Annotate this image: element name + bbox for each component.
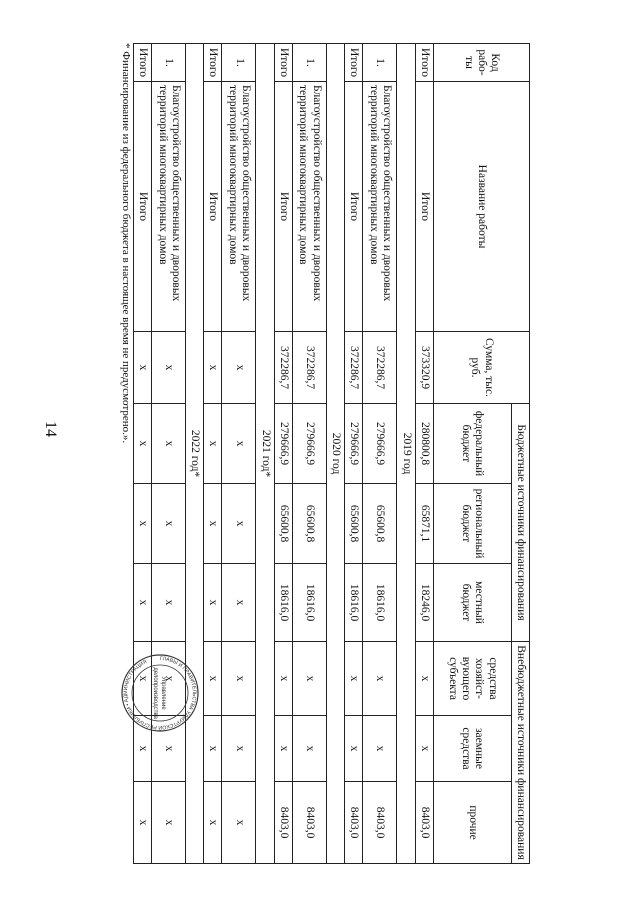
header-other: прочие [433,782,511,864]
cell-code: 1. [363,44,397,82]
cell-sum: x [152,332,186,404]
total-row [415,44,433,864]
cell-other: 8403,0 [345,782,363,864]
cell-sum: x [133,332,151,404]
cell-borrowed: x [363,716,397,782]
cell-entity: x [274,642,292,716]
cell-federal: 279666,9 [363,404,397,484]
header-name: Название работы [433,82,529,332]
cell-regional: x [204,484,222,564]
cell-name: Итого [133,82,151,332]
cell-entity: x [133,642,151,716]
cell-code: 1. [222,44,256,82]
work-row [222,44,256,864]
cell-borrowed: x [204,716,222,782]
cell-sum: 372286,7 [363,332,397,404]
year-row [397,44,415,864]
cell-name: Благоустройство общественных и дворовых территорий многоквартирных домов [363,82,397,332]
cell-other: 8403,0 [415,782,433,864]
cell-borrowed: x [133,716,151,782]
header-borrowed: заемные средства [433,716,511,782]
cell-sum: x [222,332,256,404]
header-federal: федеральный бюджет [433,404,511,484]
cell-other: x [222,782,256,864]
cell-entity: x [345,642,363,716]
year-label: 2019 год [397,44,415,864]
cell-local: x [152,564,186,642]
cell-name: Благоустройство общественных и дворовых территорий многоквартирных домов [222,82,256,332]
cell-name: Итого [415,82,433,332]
cell-local: 18616,0 [292,564,326,642]
total-row [133,44,151,864]
year-label: 2020 год [326,44,344,864]
cell-entity: x [363,642,397,716]
cell-sum: 372286,7 [292,332,326,404]
cell-other: 8403,0 [363,782,397,864]
cell-borrowed: x [292,716,326,782]
svg-text:делопроизводства: делопроизводства [152,667,158,719]
cell-entity: x [415,642,433,716]
cell-sum: 372286,7 [274,332,292,404]
year-row [256,44,274,864]
cell-local: 18616,0 [363,564,397,642]
cell-code: Итого [133,44,151,82]
header-local: местный бюджет [433,564,511,642]
cell-regional: 65871,1 [415,484,433,564]
cell-code: Итого [345,44,363,82]
cell-name: Благоустройство общественных и дворовых территорий многоквартирных домов [292,82,326,332]
year-label: 2022 год* [186,44,204,864]
work-row [152,44,186,864]
year-row [326,44,344,864]
cell-regional: x [133,484,151,564]
footnote: * Финансирование из федерального бюджета в настоящее время не предусмотрено.». [120,43,132,444]
total-row [274,44,292,864]
cell-local: x [222,564,256,642]
cell-borrowed: x [152,716,186,782]
header-extrabudget-group: Внебюджетные источники финансирования [511,642,529,864]
cell-name: Итого [274,82,292,332]
page-number: 14 [42,421,59,437]
cell-borrowed: x [274,716,292,782]
cell-code: Итого [204,44,222,82]
cell-borrowed: x [345,716,363,782]
header-code: Код рабо-ты [433,44,529,82]
cell-entity: x [292,642,326,716]
cell-name: Итого [345,82,363,332]
cell-entity: x [152,642,186,716]
cell-regional: 65600,8 [292,484,326,564]
work-row [292,44,326,864]
cell-federal: 280800,8 [415,404,433,484]
cell-code: 1. [292,44,326,82]
cell-borrowed: x [415,716,433,782]
official-stamp [120,653,200,733]
cell-federal: x [133,404,151,484]
cell-regional: 65600,8 [363,484,397,564]
cell-federal: x [222,404,256,484]
total-row [345,44,363,864]
header-entity: средства хозяйст-вующего субъекта [433,642,511,716]
cell-borrowed: x [222,716,256,782]
landscape-sheet [100,43,530,863]
cell-regional: x [152,484,186,564]
cell-other: x [204,782,222,864]
cell-federal: 279666,9 [345,404,363,484]
total-row [204,44,222,864]
cell-local: 18246,0 [415,564,433,642]
header-sum: Сумма, тыс. руб. [433,332,529,404]
cell-federal: 279666,9 [292,404,326,484]
cell-entity: x [204,642,222,716]
financing-table [133,43,530,864]
cell-name: Итого [204,82,222,332]
cell-local: 18616,0 [345,564,363,642]
svg-text:ГЛАВЫ И ПРАВИТЕЛЬСТВА УДМУРТСК: ГЛАВЫ И ПРАВИТЕЛЬСТВА УДМУРТСКОЙ РЕСПУБЛИКИ • АДМИНИСТРАЦИЯ [122,655,198,731]
cell-sum: 373320,9 [415,332,433,404]
cell-code: Итого [274,44,292,82]
cell-federal: x [152,404,186,484]
svg-text:Управление: Управление [160,676,166,710]
header-regional: региональный бюджет [433,484,511,564]
work-row [363,44,397,864]
cell-other: 8403,0 [274,782,292,864]
header-budget-group: Бюджетные источники финансирования [511,404,529,642]
cell-local: x [133,564,151,642]
cell-name: Благоустройство общественных и дворовых территорий многоквартирных домов [152,82,186,332]
cell-other: x [152,782,186,864]
cell-code: Итого [415,44,433,82]
year-label: 2021 год* [256,44,274,864]
cell-local: 18616,0 [274,564,292,642]
cell-sum: 372286,7 [345,332,363,404]
cell-federal: 279666,9 [274,404,292,484]
cell-other: 8403,0 [292,782,326,864]
cell-regional: x [222,484,256,564]
cell-entity: x [222,642,256,716]
cell-local: x [204,564,222,642]
cell-sum: x [204,332,222,404]
cell-regional: 65600,8 [345,484,363,564]
cell-other: x [133,782,151,864]
cell-federal: x [204,404,222,484]
year-row [186,44,204,864]
cell-code: 1. [152,44,186,82]
cell-regional: 65600,8 [274,484,292,564]
